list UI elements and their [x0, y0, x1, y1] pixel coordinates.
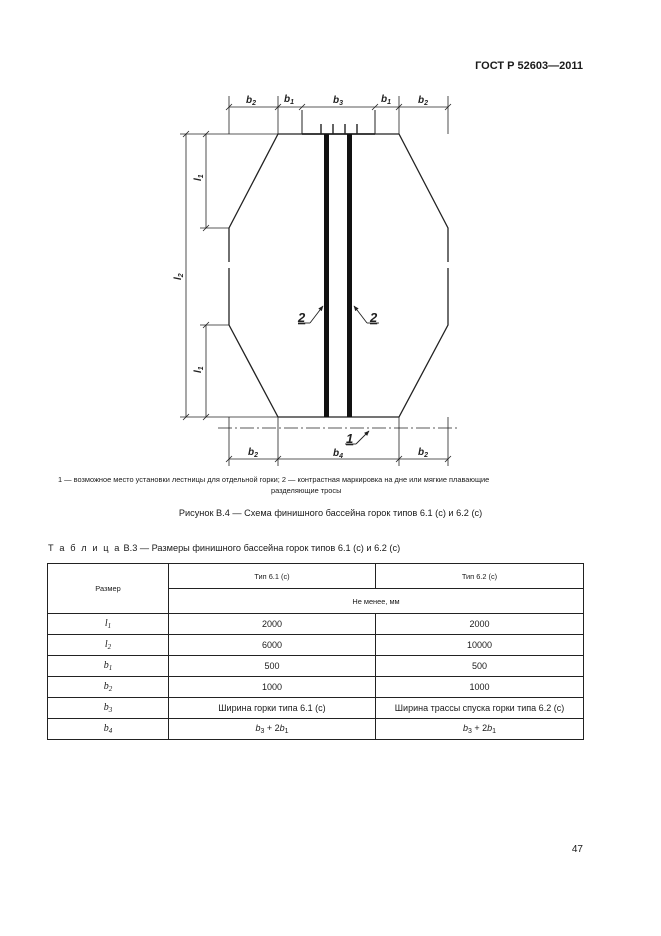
table-row — [48, 698, 584, 719]
row-symbol: $b_3$ — [48, 698, 169, 719]
row-value-type-6-2: 10000 — [376, 635, 584, 656]
row-symbol: $l_2$ — [48, 635, 169, 656]
header-param: Размер — [48, 564, 169, 614]
row-value-type-6-2: Ширина трассы спуска горки типа 6.2 (с) — [376, 698, 584, 719]
contrast-markings — [324, 134, 352, 417]
figure-legend — [58, 474, 598, 496]
label-b1-left: $b_1$ — [284, 94, 295, 106]
dimensions-table — [47, 563, 584, 740]
header-type-6-2: Тип 6.2 (с) — [376, 564, 584, 589]
callout-1: 1 — [346, 431, 354, 446]
table-title-text: В.3 — Размеры финишного бассейна горок типов 6.1 (с) и 6.2 (с) — [120, 543, 401, 553]
label-b2-bottom-right: $b_2$ — [418, 447, 429, 459]
row-value-type-6-1: 1000 — [169, 677, 376, 698]
callout-leaders — [298, 306, 379, 444]
label-b4: $b_4$ — [333, 448, 344, 460]
row-symbol: $b_1$ — [48, 656, 169, 677]
table-row — [48, 656, 584, 677]
row-symbol: $b_2$ — [48, 677, 169, 698]
row-value-type-6-1: 6000 — [169, 635, 376, 656]
slide-exits — [302, 110, 375, 134]
row-value-type-6-1: 500 — [169, 656, 376, 677]
label-b3: $b_3$ — [333, 95, 344, 107]
row-value-type-6-2: 1000 — [376, 677, 584, 698]
legend-line-1: 1 — возможное место установки лестницы для отдельной горки; 2 — контрастная маркировка на дне или мягкие плавающие — [58, 475, 490, 484]
table-title — [48, 543, 400, 553]
row-value-type-6-1: Ширина горки типа 6.1 (с) — [169, 698, 376, 719]
row-value-type-6-2: 500 — [376, 656, 584, 677]
row-value-type-6-1: $b_3 + 2b_1$ — [169, 719, 376, 740]
row-symbol: $b_4$ — [48, 719, 169, 740]
label-l2: $l_2$ — [173, 273, 185, 280]
label-l1-top: $l_1$ — [193, 174, 205, 181]
label-l1-bottom: $l_1$ — [193, 366, 205, 373]
label-b2-top-right: $b_2$ — [418, 95, 429, 107]
callout-2-right: 2 — [370, 310, 378, 325]
table-row — [48, 719, 584, 740]
label-b2-top-left: $b_2$ — [246, 95, 257, 107]
pool-outline — [229, 134, 448, 417]
standard-header: ГОСТ Р 52603—2011 — [475, 60, 583, 72]
table-row — [48, 677, 584, 698]
table-row — [48, 635, 584, 656]
page-number: 47 — [571, 844, 583, 855]
legend-line-2: разделяющие тросы — [271, 486, 342, 495]
header-min-mm: Не менее, мм — [169, 589, 584, 614]
label-b1-right: $b_1$ — [381, 94, 392, 106]
callout-2-left: 2 — [298, 310, 306, 325]
header-type-6-1: Тип 6.1 (с) — [169, 564, 376, 589]
row-symbol: $l_1$ — [48, 614, 169, 635]
table-title-prefix: Т а б л и ц а — [48, 543, 121, 553]
row-value-type-6-2: $b_3 + 2b_1$ — [376, 719, 584, 740]
row-value-type-6-1: 2000 — [169, 614, 376, 635]
figure-caption: Рисунок В.4 — Схема финишного бассейна горок типов 6.1 (с) и 6.2 (с) — [178, 508, 483, 518]
label-b2-bottom-left: $b_2$ — [248, 447, 259, 459]
table-row — [48, 614, 584, 635]
row-value-type-6-2: 2000 — [376, 614, 584, 635]
